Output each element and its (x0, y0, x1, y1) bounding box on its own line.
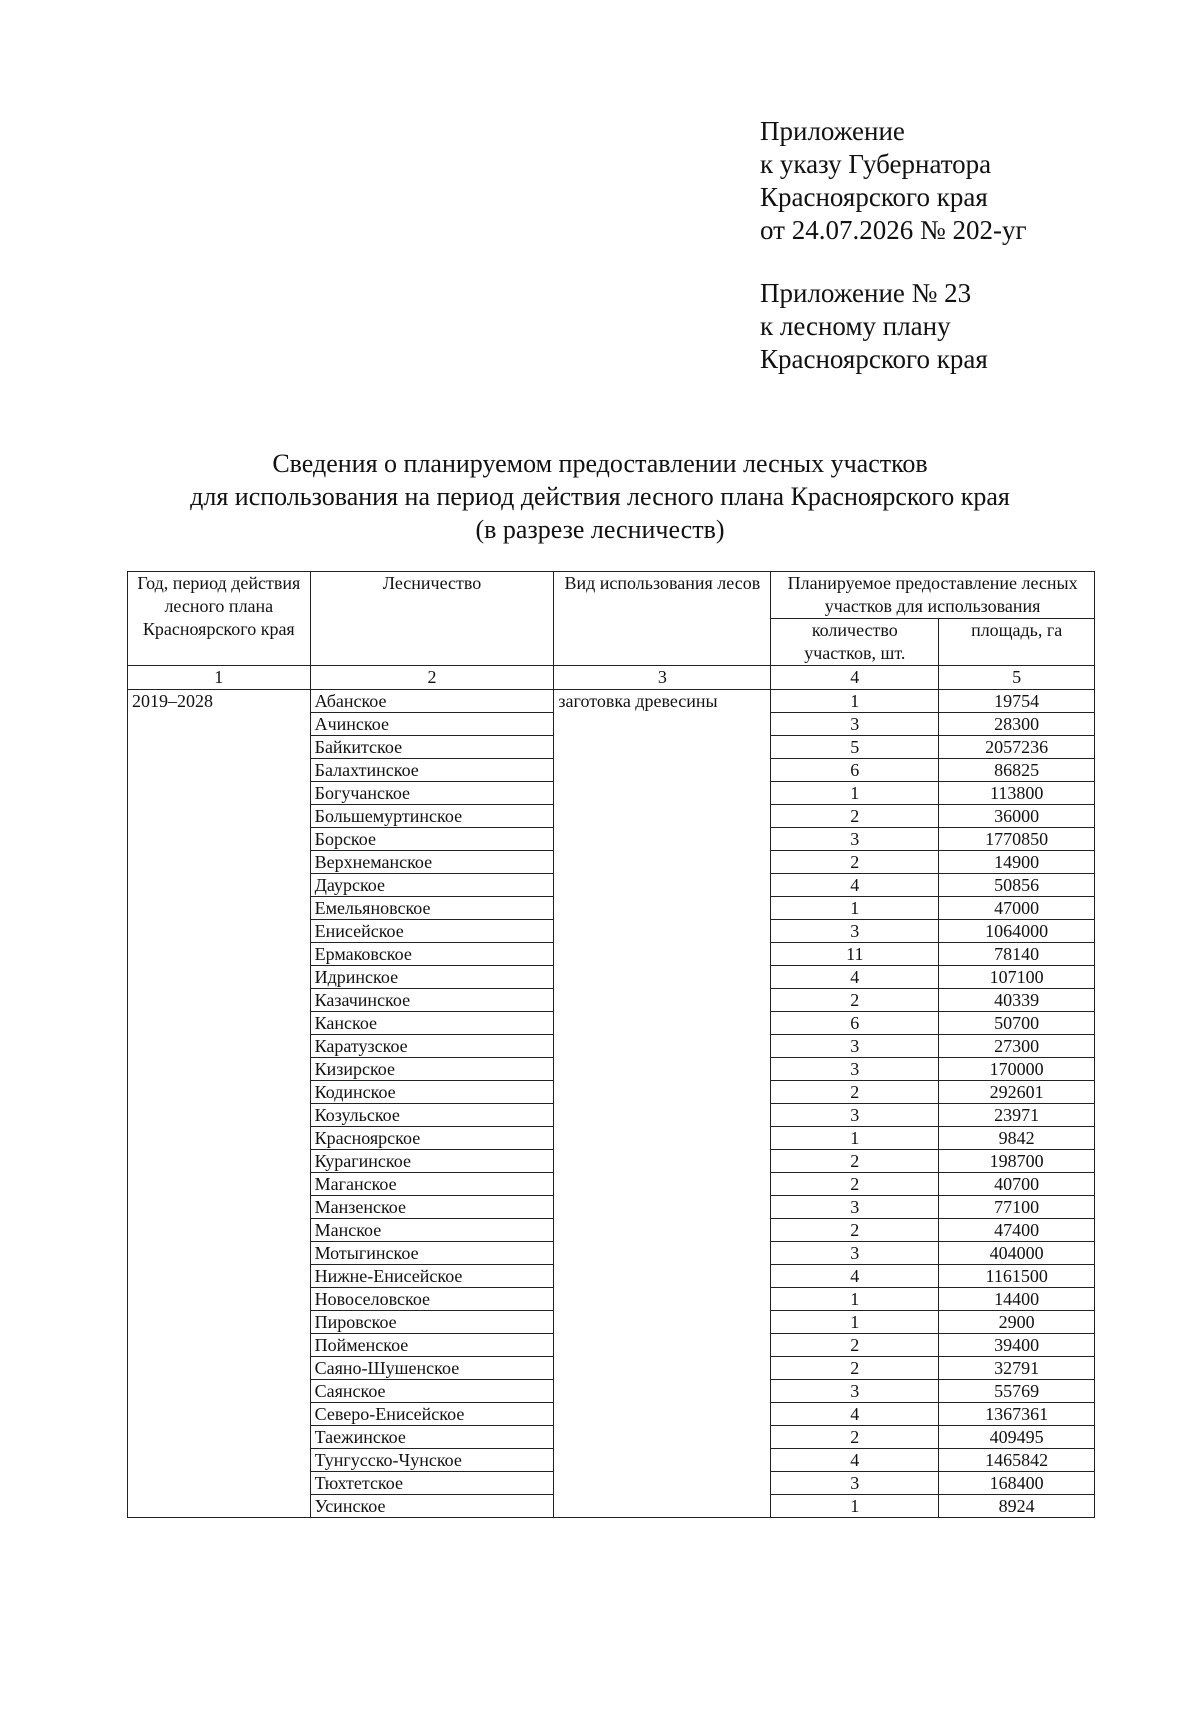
title-line: (в разрезе лесничеств) (475, 515, 725, 544)
column-number-row (128, 666, 1095, 690)
area-cell: 404000 (939, 1242, 1095, 1265)
forestry-cell: Каратузское (310, 1035, 554, 1058)
count-cell: 5 (771, 736, 939, 759)
forestry-cell: Курагинское (310, 1150, 554, 1173)
area-cell: 1161500 (939, 1265, 1095, 1288)
appendix-line: к лесному плану (760, 311, 951, 341)
header-forestry: Лесничество (310, 572, 554, 666)
area-cell: 1770850 (939, 828, 1095, 851)
forestry-cell: Саянское (310, 1380, 554, 1403)
count-cell: 1 (771, 897, 939, 920)
count-cell: 2 (771, 989, 939, 1012)
forestry-cell: Саяно-Шушенское (310, 1357, 554, 1380)
count-cell: 3 (771, 1058, 939, 1081)
count-cell: 2 (771, 1219, 939, 1242)
count-cell: 1 (771, 782, 939, 805)
column-number: 3 (554, 666, 771, 690)
area-cell: 14400 (939, 1288, 1095, 1311)
count-cell: 1 (771, 1495, 939, 1518)
count-cell: 3 (771, 713, 939, 736)
area-cell: 50700 (939, 1012, 1095, 1035)
forestry-cell: Манское (310, 1219, 554, 1242)
appendix-line: к указу Губернатора (760, 149, 992, 179)
header-planned: Планируемое предоставление лесных участков для использования (771, 572, 1095, 619)
area-cell: 23971 (939, 1104, 1095, 1127)
count-cell: 4 (771, 1449, 939, 1472)
count-cell: 4 (771, 1403, 939, 1426)
forestry-cell: Маганское (310, 1173, 554, 1196)
area-cell: 47000 (939, 897, 1095, 920)
forestry-cell: Усинское (310, 1495, 554, 1518)
forestry-cell: Кодинское (310, 1081, 554, 1104)
area-cell: 2900 (939, 1311, 1095, 1334)
forestry-cell: Канское (310, 1012, 554, 1035)
area-cell: 39400 (939, 1334, 1095, 1357)
forestry-table (127, 571, 1095, 1518)
forestry-cell: Козульское (310, 1104, 554, 1127)
count-cell: 3 (771, 1196, 939, 1219)
count-cell: 4 (771, 966, 939, 989)
area-cell: 47400 (939, 1219, 1095, 1242)
count-cell: 3 (771, 920, 939, 943)
document-title (0, 447, 1200, 546)
forestry-cell: Пойменское (310, 1334, 554, 1357)
appendix-line: Красноярского края (760, 182, 988, 212)
area-cell: 36000 (939, 805, 1095, 828)
header-use: Вид использования лесов (554, 572, 771, 666)
header-count: количество участков, шт. (771, 619, 939, 666)
area-cell: 168400 (939, 1472, 1095, 1495)
area-cell: 1064000 (939, 920, 1095, 943)
forestry-cell: Идринское (310, 966, 554, 989)
area-cell: 170000 (939, 1058, 1095, 1081)
count-cell: 2 (771, 1334, 939, 1357)
column-number: 1 (128, 666, 311, 690)
appendix-line: Приложение № 23 (760, 278, 972, 308)
appendix-line: Приложение (760, 116, 905, 146)
area-cell: 77100 (939, 1196, 1095, 1219)
header-year: Год, период действия лесного плана Красноярского края (128, 572, 311, 666)
forestry-cell: Большемуртинское (310, 805, 554, 828)
use-cell: заготовка древесины (554, 690, 771, 1518)
area-cell: 50856 (939, 874, 1095, 897)
area-cell: 1367361 (939, 1403, 1095, 1426)
count-cell: 11 (771, 943, 939, 966)
area-cell: 28300 (939, 713, 1095, 736)
forestry-cell: Тунгусско-Чунское (310, 1449, 554, 1472)
area-cell: 40700 (939, 1173, 1095, 1196)
forestry-cell: Балахтинское (310, 759, 554, 782)
area-cell: 86825 (939, 759, 1095, 782)
count-cell: 3 (771, 1104, 939, 1127)
forestry-cell: Верхнеманское (310, 851, 554, 874)
column-number: 4 (771, 666, 939, 690)
area-cell: 40339 (939, 989, 1095, 1012)
header-area: площадь, га (939, 619, 1095, 666)
appendix-header (760, 115, 1027, 247)
area-cell: 409495 (939, 1426, 1095, 1449)
count-cell: 6 (771, 1012, 939, 1035)
forestry-cell: Ермаковское (310, 943, 554, 966)
count-cell: 2 (771, 851, 939, 874)
title-line: Сведения о планируемом предоставлении лесных участков (272, 449, 928, 478)
count-cell: 3 (771, 1380, 939, 1403)
count-cell: 2 (771, 1173, 939, 1196)
count-cell: 1 (771, 690, 939, 713)
table-row (128, 690, 1095, 713)
area-cell: 27300 (939, 1035, 1095, 1058)
appendix-subheader (760, 277, 988, 376)
count-cell: 4 (771, 874, 939, 897)
count-cell: 2 (771, 1081, 939, 1104)
area-cell: 14900 (939, 851, 1095, 874)
forestry-cell: Ачинское (310, 713, 554, 736)
forestry-cell: Северо-Енисейское (310, 1403, 554, 1426)
count-cell: 2 (771, 1357, 939, 1380)
area-cell: 55769 (939, 1380, 1095, 1403)
count-cell: 2 (771, 1426, 939, 1449)
forestry-cell: Пировское (310, 1311, 554, 1334)
forestry-cell: Красноярское (310, 1127, 554, 1150)
area-cell: 8924 (939, 1495, 1095, 1518)
area-cell: 113800 (939, 782, 1095, 805)
count-cell: 6 (771, 759, 939, 782)
area-cell: 107100 (939, 966, 1095, 989)
column-number: 5 (939, 666, 1095, 690)
appendix-line: от 24.07.2026 № 202-уг (760, 215, 1027, 245)
forestry-cell: Казачинское (310, 989, 554, 1012)
forestry-cell: Манзенское (310, 1196, 554, 1219)
area-cell: 9842 (939, 1127, 1095, 1150)
forestry-cell: Абанское (310, 690, 554, 713)
area-cell: 19754 (939, 690, 1095, 713)
title-line: для использования на период действия лесного плана Красноярского края (190, 482, 1010, 511)
forestry-cell: Енисейское (310, 920, 554, 943)
count-cell: 4 (771, 1265, 939, 1288)
area-cell: 78140 (939, 943, 1095, 966)
forestry-cell: Богучанское (310, 782, 554, 805)
forestry-cell: Мотыгинское (310, 1242, 554, 1265)
column-number: 2 (310, 666, 554, 690)
forestry-cell: Борское (310, 828, 554, 851)
count-cell: 2 (771, 805, 939, 828)
forestry-cell: Кизирское (310, 1058, 554, 1081)
forestry-cell: Даурское (310, 874, 554, 897)
count-cell: 3 (771, 1472, 939, 1495)
year-cell: 2019–2028 (128, 690, 311, 1518)
area-cell: 2057236 (939, 736, 1095, 759)
appendix-line: Красноярского края (760, 344, 988, 374)
forestry-cell: Байкитское (310, 736, 554, 759)
count-cell: 1 (771, 1311, 939, 1334)
count-cell: 3 (771, 1242, 939, 1265)
area-cell: 1465842 (939, 1449, 1095, 1472)
count-cell: 3 (771, 1035, 939, 1058)
count-cell: 2 (771, 1150, 939, 1173)
forestry-cell: Таежинское (310, 1426, 554, 1449)
count-cell: 1 (771, 1288, 939, 1311)
count-cell: 1 (771, 1127, 939, 1150)
forestry-cell: Тюхтетское (310, 1472, 554, 1495)
count-cell: 3 (771, 828, 939, 851)
forestry-cell: Новоселовское (310, 1288, 554, 1311)
forestry-cell: Емельяновское (310, 897, 554, 920)
forestry-cell: Нижне-Енисейское (310, 1265, 554, 1288)
area-cell: 198700 (939, 1150, 1095, 1173)
area-cell: 292601 (939, 1081, 1095, 1104)
header-row (128, 572, 1095, 619)
area-cell: 32791 (939, 1357, 1095, 1380)
